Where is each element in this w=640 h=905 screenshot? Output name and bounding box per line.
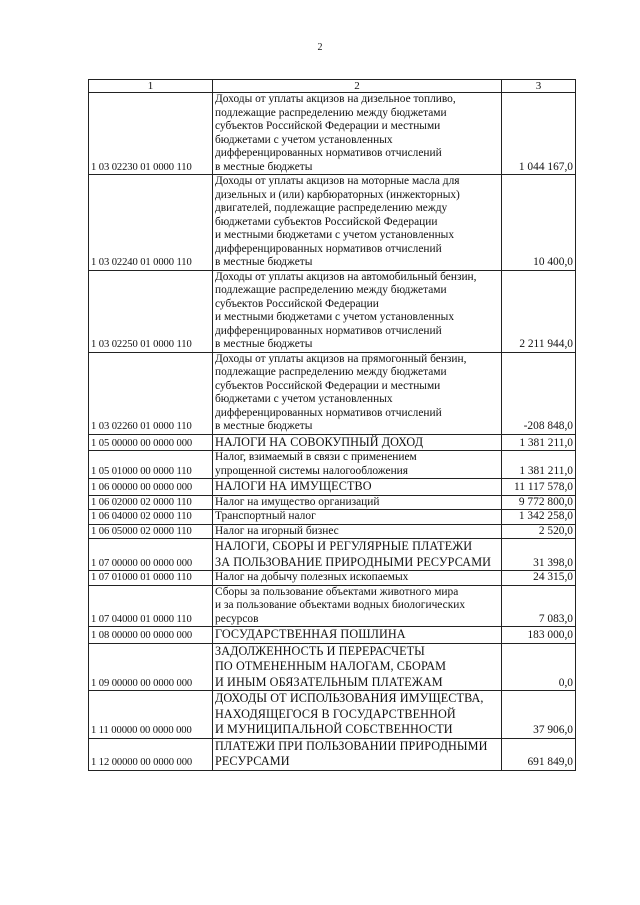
table-row <box>89 451 576 479</box>
classification-code-cell: 1 06 05000 02 0000 110 <box>89 524 213 539</box>
classification-code-cell: 1 06 00000 00 0000 000 <box>89 479 213 496</box>
column-header-name: 2 <box>213 80 502 93</box>
table-row <box>89 495 576 510</box>
classification-code-cell: 1 06 02000 02 0000 110 <box>89 495 213 510</box>
revenue-name-cell: Доходы от уплаты акцизов на прямогонный бензин, подлежащие распределению между бюджетами субъектов Российской Федерации и местными бюджетами с учетом установленных дифференцированных нормативов отчислений в местные бюджеты <box>213 352 502 434</box>
amount-cell: 691 849,0 <box>502 738 576 770</box>
classification-code-cell: 1 03 02250 01 0000 110 <box>89 270 213 352</box>
table-row <box>89 627 576 644</box>
amount-cell: 9 772 800,0 <box>502 495 576 510</box>
amount-cell: 24 315,0 <box>502 571 576 586</box>
revenue-name-cell: Налог на добычу полезных ископаемых <box>213 571 502 586</box>
table-row <box>89 585 576 627</box>
revenue-name-cell: НАЛОГИ, СБОРЫ И РЕГУЛЯРНЫЕ ПЛАТЕЖИ ЗА ПОЛЬЗОВАНИЕ ПРИРОДНЫМИ РЕСУРСАМИ <box>213 539 502 571</box>
revenue-name-cell: ДОХОДЫ ОТ ИСПОЛЬЗОВАНИЯ ИМУЩЕСТВА, НАХОДЯЩЕГОСЯ В ГОСУДАРСТВЕННОЙ И МУНИЦИПАЛЬНОЙ СОБСТВЕННОСТИ <box>213 691 502 739</box>
classification-code-cell: 1 06 04000 02 0000 110 <box>89 510 213 525</box>
table-row <box>89 270 576 352</box>
table-row <box>89 571 576 586</box>
classification-code-cell: 1 07 01000 01 0000 110 <box>89 571 213 586</box>
column-header-code: 1 <box>89 80 213 93</box>
classification-code-cell: 1 03 02230 01 0000 110 <box>89 93 213 175</box>
table-row <box>89 691 576 739</box>
classification-code-cell: 1 05 01000 00 0000 110 <box>89 451 213 479</box>
table-row <box>89 524 576 539</box>
table-row <box>89 738 576 770</box>
revenue-name-cell: Доходы от уплаты акцизов на моторные масла для дизельных и (или) карбюраторных (инжекторных) двигателей, подлежащие распределению между бюджетами субъектов Российской Федерации и местными бюджетами с учетом установленных дифференцированных нормативов отчислений в местные бюджеты <box>213 175 502 271</box>
revenue-name-cell: Доходы от уплаты акцизов на дизельное топливо, подлежащие распределению между бюджетами субъектов Российской Федерации и местными бюджетами с учетом установленных дифференцированных нормативов отчислений в местные бюджеты <box>213 93 502 175</box>
revenue-name-cell: ПЛАТЕЖИ ПРИ ПОЛЬЗОВАНИИ ПРИРОДНЫМИ РЕСУРСАМИ <box>213 738 502 770</box>
revenue-name-cell: Сборы за пользование объектами животного мира и за пользование объектами водных биологических ресурсов <box>213 585 502 627</box>
revenue-name-cell: ГОСУДАРСТВЕННАЯ ПОШЛИНА <box>213 627 502 644</box>
classification-code-cell: 1 07 04000 01 0000 110 <box>89 585 213 627</box>
revenue-table <box>88 79 576 771</box>
revenue-name-cell: Транспортный налог <box>213 510 502 525</box>
classification-code-cell: 1 05 00000 00 0000 000 <box>89 434 213 451</box>
revenue-name-cell: Налог на имущество организаций <box>213 495 502 510</box>
amount-cell: 0,0 <box>502 643 576 691</box>
revenue-name-cell: НАЛОГИ НА СОВОКУПНЫЙ ДОХОД <box>213 434 502 451</box>
amount-cell: 10 400,0 <box>502 175 576 271</box>
classification-code-cell: 1 09 00000 00 0000 000 <box>89 643 213 691</box>
classification-code-cell: 1 11 00000 00 0000 000 <box>89 691 213 739</box>
amount-cell: 1 381 211,0 <box>502 434 576 451</box>
amount-cell: 37 906,0 <box>502 691 576 739</box>
page-number: 2 <box>317 42 323 53</box>
table-row <box>89 93 576 175</box>
table-row <box>89 510 576 525</box>
revenue-name-cell: Налог, взимаемый в связи с применением упрощенной системы налогообложения <box>213 451 502 479</box>
table-header-row <box>89 80 576 93</box>
table-row <box>89 539 576 571</box>
table-row <box>89 643 576 691</box>
revenue-name-cell: НАЛОГИ НА ИМУЩЕСТВО <box>213 479 502 496</box>
table-row <box>89 352 576 434</box>
revenue-name-cell: ЗАДОЛЖЕННОСТЬ И ПЕРЕРАСЧЕТЫ ПО ОТМЕНЕННЫМ НАЛОГАМ, СБОРАМ И ИНЫМ ОБЯЗАТЕЛЬНЫМ ПЛАТЕЖАМ <box>213 643 502 691</box>
amount-cell: 1 381 211,0 <box>502 451 576 479</box>
amount-cell: 2 520,0 <box>502 524 576 539</box>
amount-cell: 2 211 944,0 <box>502 270 576 352</box>
amount-cell: 7 083,0 <box>502 585 576 627</box>
table-row <box>89 434 576 451</box>
classification-code-cell: 1 03 02240 01 0000 110 <box>89 175 213 271</box>
table-body <box>89 93 576 771</box>
amount-cell: 1 342 258,0 <box>502 510 576 525</box>
amount-cell: -208 848,0 <box>502 352 576 434</box>
amount-cell: 31 398,0 <box>502 539 576 571</box>
revenue-name-cell: Доходы от уплаты акцизов на автомобильный бензин, подлежащие распределению между бюджетами субъектов Российской Федерации и местными бюджетами с учетом установленных дифференцированных нормативов отчислений в местные бюджеты <box>213 270 502 352</box>
revenue-name-cell: Налог на игорный бизнес <box>213 524 502 539</box>
classification-code-cell: 1 08 00000 00 0000 000 <box>89 627 213 644</box>
table-row <box>89 175 576 271</box>
table-row <box>89 479 576 496</box>
amount-cell: 1 044 167,0 <box>502 93 576 175</box>
column-header-amount: 3 <box>502 80 576 93</box>
classification-code-cell: 1 03 02260 01 0000 110 <box>89 352 213 434</box>
classification-code-cell: 1 12 00000 00 0000 000 <box>89 738 213 770</box>
classification-code-cell: 1 07 00000 00 0000 000 <box>89 539 213 571</box>
amount-cell: 183 000,0 <box>502 627 576 644</box>
amount-cell: 11 117 578,0 <box>502 479 576 496</box>
